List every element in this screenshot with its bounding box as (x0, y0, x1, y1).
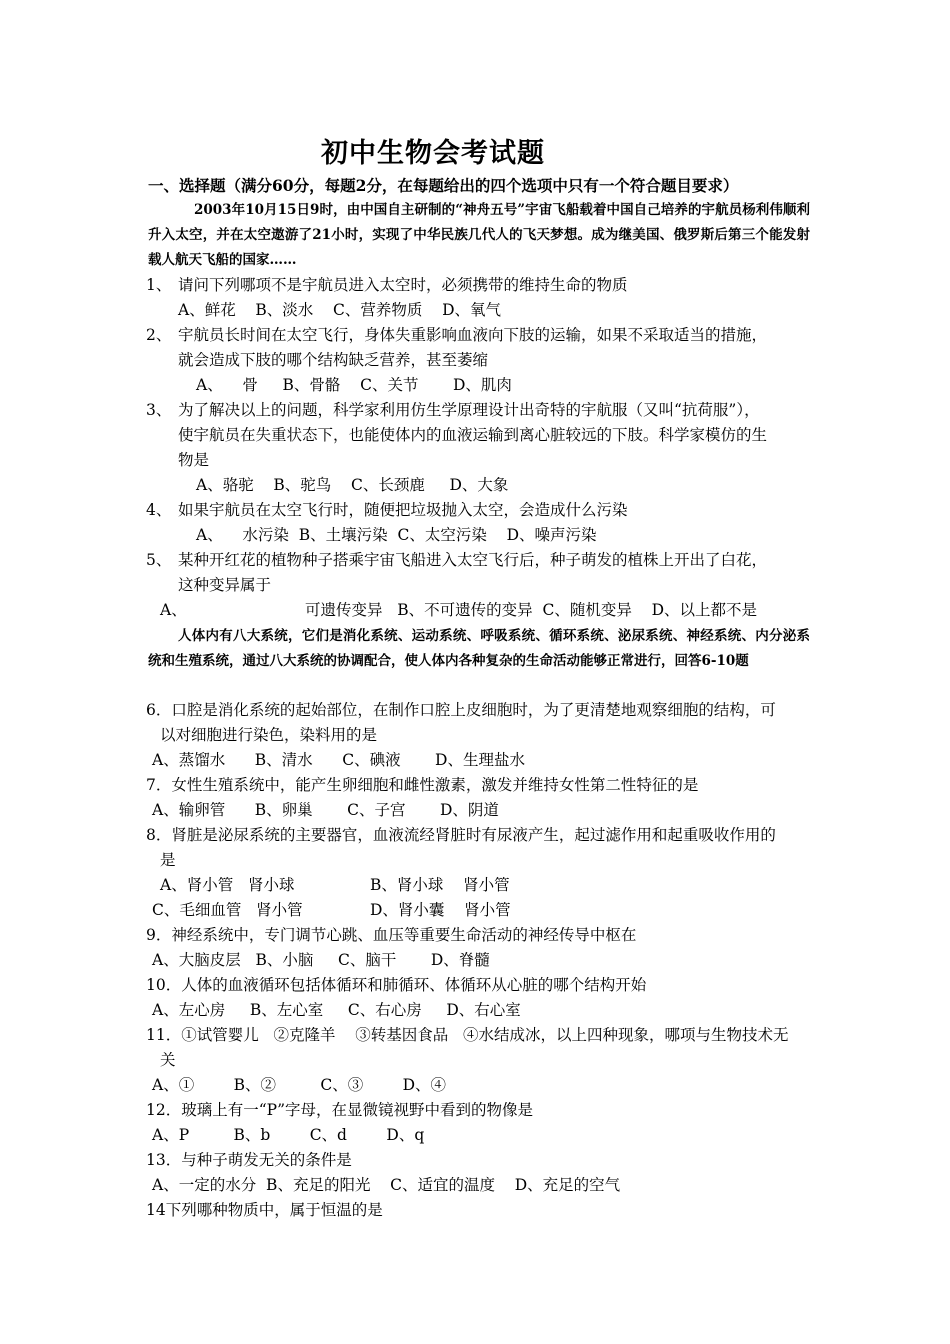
question-9-options: A、大脑皮层 B、小脑 C、脑干 D、脊髓 (152, 951, 490, 969)
question-10: 10．人体的血液循环包括体循环和肺循环、体循环从心脏的哪个结构开始 (146, 976, 647, 994)
question-12: 12．玻璃上有一“P”字母，在显微镜视野中看到的物像是 (146, 1101, 534, 1119)
question-text: 为了解决以上的问题，科学家利用仿生学原理设计出奇特的宇航服（又叫“抗荷服”）， (178, 401, 760, 419)
question-6-text-cont: 以对细胞进行染色，染料用的是 (160, 726, 378, 744)
question-6-options: A、蒸馏水 B、清水 C、碘液 D、生理盐水 (152, 751, 525, 769)
question-5-option-a: A、 (160, 601, 187, 619)
question-8-option-a: A、肾小管 肾小球 (160, 876, 295, 894)
question-5-text-cont: 这种变异属于 (178, 576, 272, 594)
question-1-options: A、鲜花 B、淡水 C、营养物质 D、氧气 (178, 301, 501, 319)
intro-text-1: 2003年10月15日9时，由中国自主研制的“神舟五号”宇宙飞船载着中国自己培养的宇航员杨利伟顺利升入太空，并在太空遨游了21小时，实现了中华民族几代人的飞天梦想。成为继美国、俄罗斯后第三个能发射载人航天飞船的国家…… (148, 202, 810, 268)
question-2 (146, 324, 767, 346)
question-number: 2、 (146, 326, 172, 344)
question-8: 8．肾脏是泌尿系统的主要器官，血液流经肾脏时有尿液产生，起过滤作用和起重吸收作用的 (146, 826, 776, 844)
question-8-option-d: D、肾小囊 肾小管 (370, 901, 511, 919)
question-text: 某种开红花的植物种子搭乘宇宙飞船进入太空飞行后，种子萌发的植株上开出了白花， (178, 551, 768, 569)
question-9: 9．神经系统中，专门调节心跳、血压等重要生命活动的神经传导中枢在 (146, 926, 637, 944)
intro-paragraph-1 (148, 198, 810, 273)
question-11-options: A、① B、② C、③ D、④ (152, 1076, 447, 1094)
question-13-options: A、一定的水分 B、充足的阳光 C、适宜的温度 D、充足的空气 (152, 1176, 621, 1194)
question-text: 宇航员长时间在太空飞行，身体失重影响血液向下肢的运输，如果不采取适当的措施， (178, 326, 768, 344)
intro-text-2: 人体内有八大系统，它们是消化系统、运动系统、呼吸系统、循环系统、泌尿系统、神经系统、内分泌系统和生殖系统，通过八大系统的协调配合，使人体内各种复杂的生命活动能够正常进行，回答6-10题 (148, 628, 810, 669)
question-11-text-cont: 关 (160, 1051, 176, 1069)
question-number: 5、 (146, 551, 172, 569)
question-8-text-cont: 是 (160, 851, 176, 869)
question-3-text-cont-2: 物是 (178, 451, 210, 469)
question-text: 如果宇航员在太空飞行时，随便把垃圾抛入太空，会造成什么污染 (178, 501, 628, 519)
question-2-options: A、 骨 B、骨骼 C、关节 D、肌肉 (196, 376, 512, 394)
question-1 (146, 274, 628, 296)
question-10-options: A、左心房 B、左心室 C、右心房 D、右心室 (152, 1001, 521, 1019)
question-number: 1、 (146, 276, 172, 294)
question-number: 4、 (146, 501, 172, 519)
question-text: 请问下列哪项不是宇航员进入太空时，必须携带的维持生命的物质 (178, 276, 628, 294)
question-3 (146, 399, 760, 421)
question-7: 7．女性生殖系统中，能产生卵细胞和雌性激素，激发并维持女性第二性特征的是 (146, 776, 699, 794)
question-number: 3、 (146, 401, 172, 419)
question-3-options: A、骆驼 B、驼鸟 C、长颈鹿 D、大象 (196, 476, 509, 494)
intro-paragraph-2 (148, 624, 810, 674)
question-5-options: 可遗传变异 B、不可遗传的变异 C、随机变异 D、以上都不是 (305, 601, 758, 619)
question-6: 6．口腔是消化系统的起始部位，在制作口腔上皮细胞时，为了更清楚地观察细胞的结构，可 (146, 701, 776, 719)
question-14: 14下列哪种物质中，属于恒温的是 (146, 1201, 383, 1219)
question-4 (146, 499, 628, 521)
question-3-text-cont: 使宇航员在失重状态下，也能使体内的血液运输到离心脏较远的下肢。科学家模仿的生 (178, 426, 768, 444)
question-4-options: A、 水污染 B、土壤污染 C、太空污染 D、噪声污染 (196, 526, 597, 544)
page-title: 初中生物会考试题 (321, 138, 545, 169)
question-7-options: A、输卵管 B、卵巢 C、子宫 D、阴道 (152, 801, 499, 819)
question-2-text-cont: 就会造成下肢的哪个结构缺乏营养，甚至萎缩 (178, 351, 489, 369)
question-11: 11．①试管婴儿 ②克隆羊 ③转基因食品 ④水结成冰，以上四种现象，哪项与生物技术无 (146, 1026, 789, 1044)
section-heading: 一、选择题（满分60分，每题2分，在每题给出的四个选项中只有一个符合题目要求） (148, 176, 739, 195)
question-8-option-b: B、肾小球 肾小管 (370, 876, 510, 894)
question-12-options: A、P B、b C、d D、q (152, 1126, 425, 1144)
question-8-option-c: C、毛细血管 肾小管 (152, 901, 303, 919)
question-5 (146, 549, 767, 571)
question-13: 13．与种子萌发无关的条件是 (146, 1151, 352, 1169)
